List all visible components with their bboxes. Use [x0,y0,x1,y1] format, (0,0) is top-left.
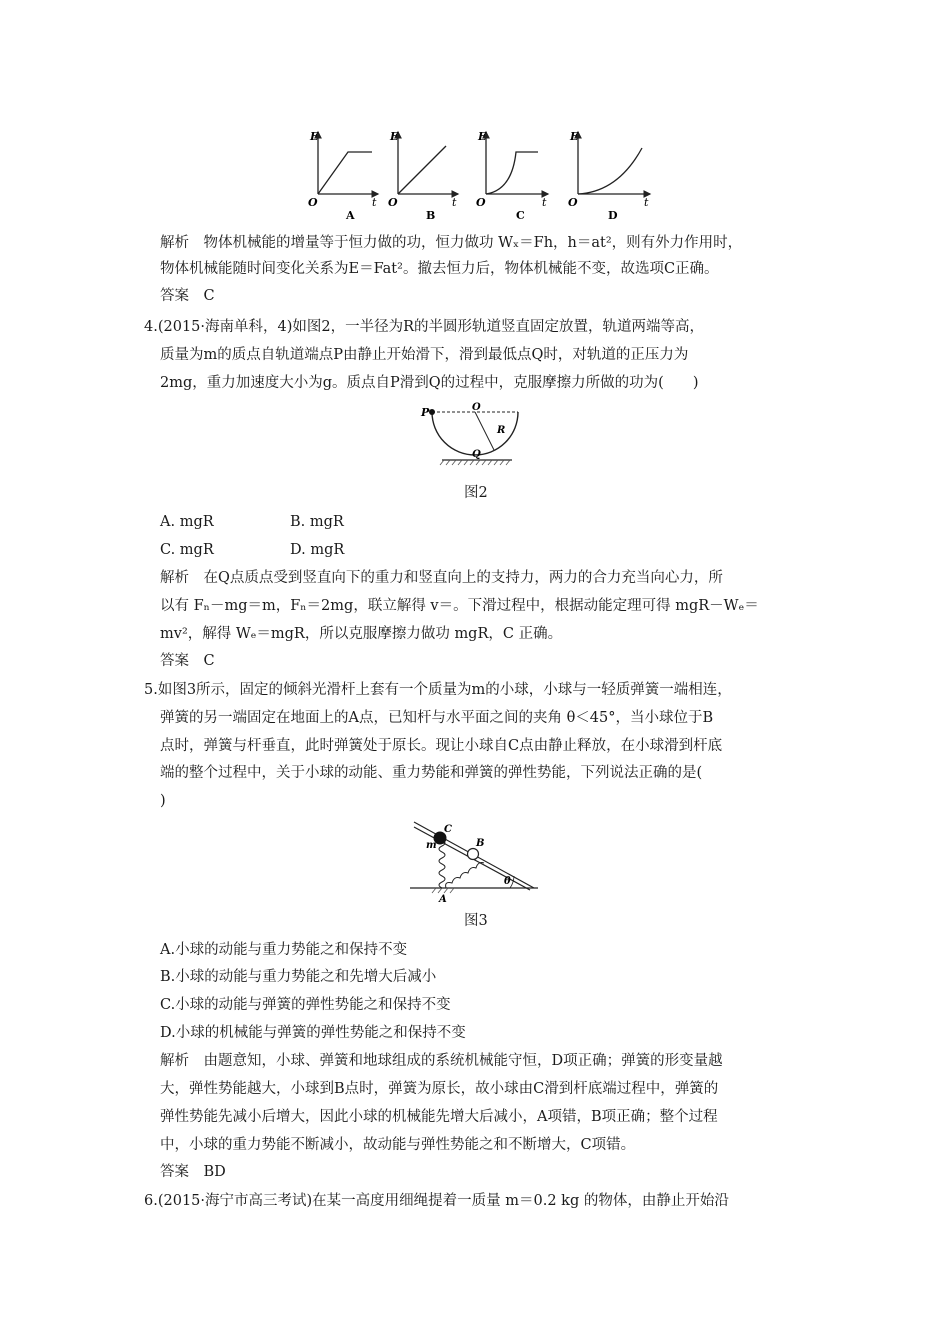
axis-e-label: E [390,130,399,143]
ball-b [468,849,479,860]
label-b: B [476,838,485,849]
graph-d-label: D [608,209,618,222]
graph-b-label: B [426,209,436,222]
origin-label: O [308,196,318,209]
axis-t-label: t [372,196,377,209]
axis-e-label: E [478,130,487,143]
q5-stem-line-3: 点时，弹簧与杆垂直，此时弹簧处于原长。现让小球自C点由静止释放，在小球滑到杆底 [160,738,723,754]
label-p: P [421,406,430,419]
label-m: m [426,840,437,851]
q5-stem-line-2: 弹簧的另一端固定在地面上的A点，已知杆与水平面之间的夹角 θ＜45°，当小球位于B [160,710,714,726]
label-q: Q [472,449,481,460]
q4-answer: 答案 C [160,653,215,669]
q5-option-a: A.小球的动能与重力势能之和保持不变 [160,942,408,958]
graph-b [388,130,458,222]
label-c: C [444,824,452,835]
q4-analysis-line-2: 以有 Fₙ－mg＝m，Fₙ＝2mg，联立解得 v＝。下滑过程中，根据动能定理可得 mgR－Wₑ＝ [160,598,759,614]
graph-c-label: C [516,209,525,222]
q5-analysis-line-4: 中，小球的重力势能不断减小，故动能与弹性势能之和不断增大，C项错。 [160,1137,636,1153]
q5-analysis-line-2: 大，弹性势能越大，小球到B点时，弹簧为原长，故小球由C滑到杆底端过程中，弹簧的 [160,1081,719,1097]
graph-a [308,130,378,222]
axis-e-label: E [310,130,319,143]
q4-option-d: D. mgR [290,542,345,558]
q5-stem-line-1: 5.如图3所示，固定的倾斜光滑杆上套有一个质量为m的小球，小球与一轻质弹簧一端相连， [144,682,732,698]
particle-p-dot [429,409,435,415]
q5-option-b: B.小球的动能与重力势能之和先增大后减小 [160,969,437,985]
label-a: A [439,894,447,904]
q3-answer: 答案 C [160,288,215,304]
origin-label: O [388,196,398,209]
q5-stem-line-5: ) [160,793,166,809]
label-r: R [497,425,506,436]
q4-stem-line-3: 2mg，重力加速度大小为g。质点自P滑到Q的过程中，克服摩擦力所做的功为( ) [160,375,699,391]
q5-option-c: C.小球的动能与弹簧的弹性势能之和保持不变 [160,997,451,1013]
axis-t-label: t [644,196,649,209]
axis-t-label: t [452,196,457,209]
q3-analysis-line-1: 解析 物体机械能的增量等于恒力做的功，恒力做功 Wₓ＝Fh，h＝at²，则有外力作用时， [160,235,743,251]
q3-analysis-line-2: 物体机械能随时间变化关系为E＝Fat²。撤去恒力后，物体机械能不变，故选项C正确。 [160,261,719,277]
axis-t-label: t [542,196,547,209]
q5-analysis-line-3: 弹性势能先减小后增大，因此小球的机械能先增大后减小，A项错，B项正确；整个过程 [160,1109,718,1125]
semicircle-track-figure [418,402,528,470]
figure-2-caption: 图2 [464,485,488,501]
q5-stem-line-4: 端的整个过程中，关于小球的动能、重力势能和弹簧的弹性势能，下列说法正确的是( [160,765,703,781]
graph-c [476,130,548,222]
q5-option-d: D.小球的机械能与弹簧的弹性势能之和保持不变 [160,1025,466,1041]
q5-answer: 答案 BD [160,1164,226,1180]
graph-d [568,130,650,222]
q4-option-b: B. mgR [290,514,344,530]
q4-analysis-line-1: 解析 在Q点质点受到竖直向下的重力和竖直向上的支持力，两力的合力充当向心力，所 [160,570,723,586]
origin-label: O [476,196,486,209]
q4-option-c: C. mgR [160,542,214,558]
energy-time-graphs [300,126,660,224]
graph-a-label: A [346,209,355,222]
figure-3-caption: 图3 [464,913,488,929]
q6-stem-line-1: 6.(2015·海宁市高三考试)在某一高度用细绳提着一质量 m＝0.2 kg 的物体，由静止开始沿 [144,1193,729,1209]
q5-analysis-line-1: 解析 由题意知，小球、弹簧和地球组成的系统机械能守恒，D项正确；弹簧的形变量越 [160,1053,723,1069]
axis-e-label: E [570,130,579,143]
origin-label: O [568,196,578,209]
label-theta: θ [504,876,511,887]
label-o: O [472,402,481,413]
q4-stem-line-1: 4.(2015·海南单科，4)如图2，一半径为R的半圆形轨道竖直固定放置，轨道两端等高， [144,319,705,335]
q4-option-a: A. mgR [160,514,214,530]
q4-analysis-line-3: mv²，解得 Wₑ＝mgR，所以克服摩擦力做功 mgR，C 正确。 [160,626,563,642]
q4-stem-line-2: 质量为m的质点自轨道端点P由静止开始滑下，滑到最低点Q时，对轨道的正压力为 [160,347,689,363]
inclined-rod-spring-figure [406,818,542,904]
